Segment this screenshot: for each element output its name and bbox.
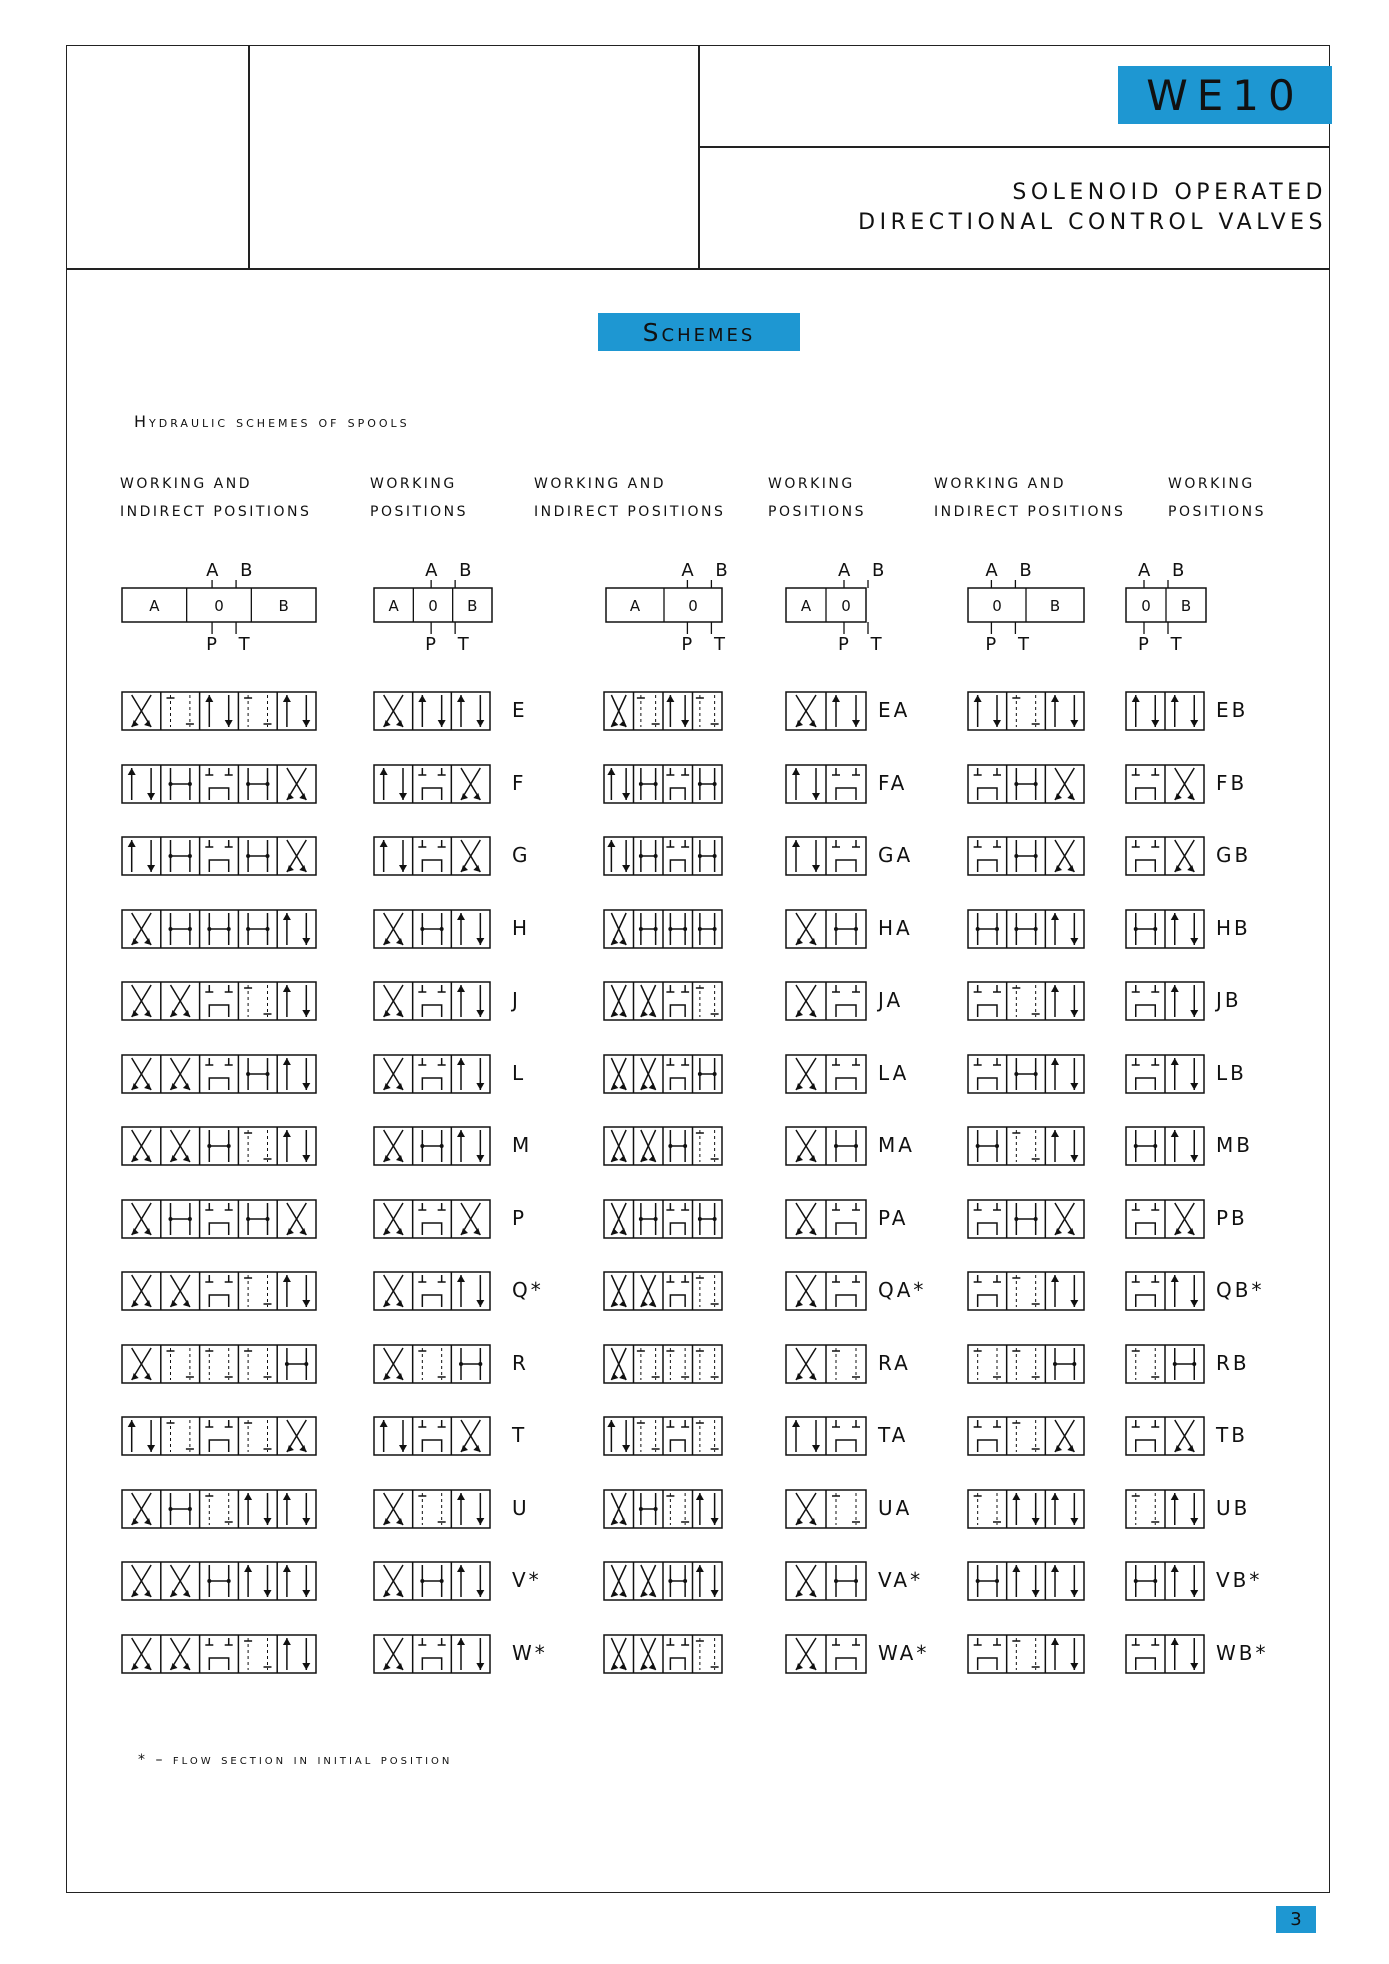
spool-type-label: FA	[878, 770, 908, 795]
valve-symbol-legend	[1120, 556, 1212, 656]
symbol-cell-label: B	[1180, 597, 1192, 615]
ports-bottom-label: P T	[1138, 634, 1190, 655]
spool-scheme-diagram	[782, 1552, 870, 1610]
spool-type-label: J	[512, 988, 521, 1012]
spool-scheme-diagram	[600, 1335, 726, 1393]
spool-type-label: GA	[878, 843, 914, 867]
spool-scheme-diagram	[118, 1190, 320, 1248]
spool-scheme-diagram	[370, 1335, 494, 1393]
spool-scheme-diagram	[370, 1480, 494, 1538]
spool-scheme-diagram	[964, 1045, 1088, 1103]
ports-top-label: A B	[681, 560, 736, 581]
symbol-cell-label: 0	[214, 597, 224, 615]
spool-type-label: JA	[878, 988, 904, 1012]
spool-type-label: RA	[878, 1350, 911, 1375]
spool-scheme-diagram	[1122, 972, 1208, 1030]
spool-scheme-diagram	[1122, 1262, 1208, 1320]
spool-scheme-diagram	[782, 1335, 870, 1393]
spool-type-label: UA	[878, 1495, 913, 1520]
spool-scheme-diagram	[118, 900, 320, 958]
spool-scheme-diagram	[782, 1625, 870, 1683]
column-heading-line-1: WORKING AND	[934, 476, 1067, 492]
spool-scheme-diagram	[782, 755, 870, 813]
spool-type-label: L	[512, 1060, 527, 1085]
spool-type-label: EB	[1216, 698, 1249, 722]
spool-scheme-diagram	[1122, 1480, 1208, 1538]
spool-scheme-diagram	[964, 682, 1088, 740]
spool-scheme-diagram	[370, 972, 494, 1030]
spool-scheme-diagram	[964, 1552, 1088, 1610]
spool-scheme-diagram	[964, 755, 1088, 813]
spool-scheme-diagram	[600, 900, 726, 958]
spool-type-label: RB	[1216, 1350, 1250, 1375]
header-column-divider-2	[698, 45, 700, 269]
ports-top-label: A B	[838, 560, 893, 581]
spool-type-label: QA*	[878, 1278, 927, 1302]
spool-type-label: T	[512, 1423, 528, 1447]
spool-scheme-diagram	[370, 827, 494, 885]
spool-scheme-diagram	[370, 1262, 494, 1320]
spool-type-label: LB	[1216, 1060, 1247, 1085]
column-heading-line-2: POSITIONS	[370, 504, 469, 520]
valve-symbol-legend	[780, 556, 893, 656]
spool-scheme-diagram	[600, 1045, 726, 1103]
spool-type-label: EA	[878, 698, 911, 722]
column-heading-line-2: INDIRECT POSITIONS	[120, 504, 312, 520]
column-heading	[370, 470, 468, 526]
spool-scheme-diagram	[370, 1045, 494, 1103]
spool-scheme-diagram	[964, 900, 1088, 958]
ports-bottom-label: P T	[206, 634, 258, 655]
spool-scheme-diagram	[118, 1625, 320, 1683]
column-heading-line-2: POSITIONS	[1168, 504, 1267, 520]
spool-type-label: P	[512, 1205, 528, 1230]
spool-type-label: FB	[1216, 770, 1248, 795]
column-heading-line-2: INDIRECT POSITIONS	[934, 504, 1126, 520]
ports-bottom-label: P T	[681, 634, 733, 655]
spool-type-label: QB*	[1216, 1278, 1265, 1302]
document-subtitle	[858, 178, 1327, 238]
spool-scheme-diagram	[370, 755, 494, 813]
spool-type-label: H	[512, 915, 531, 940]
spool-scheme-diagram	[782, 827, 870, 885]
valve-symbol-legend	[962, 556, 1090, 656]
spool-scheme-diagram	[1122, 827, 1208, 885]
spool-type-label: M	[512, 1133, 533, 1157]
spool-scheme-diagram	[118, 755, 320, 813]
spool-scheme-diagram	[600, 1480, 726, 1538]
symbol-cell-label: A	[149, 597, 160, 615]
spool-scheme-diagram	[600, 972, 726, 1030]
section-title: Schemes	[598, 313, 800, 351]
spool-type-label: JB	[1216, 988, 1242, 1012]
symbol-cell-label: A	[800, 597, 812, 615]
spool-scheme-diagram	[1122, 1552, 1208, 1610]
spool-scheme-diagram	[370, 1117, 494, 1175]
spool-scheme-diagram	[1122, 755, 1208, 813]
spool-scheme-diagram	[964, 1335, 1088, 1393]
schemes-heading: Hydraulic schemes of spools	[134, 412, 410, 431]
spool-scheme-diagram	[118, 972, 320, 1030]
ports-bottom-label: P T	[985, 634, 1037, 655]
spool-scheme-diagram	[1122, 1407, 1208, 1465]
spool-scheme-diagram	[1122, 1625, 1208, 1683]
spool-scheme-diagram	[1122, 1117, 1208, 1175]
symbol-cell-label: A	[388, 597, 399, 615]
column-heading-line-1: WORKING	[370, 476, 457, 492]
spool-type-label: U	[512, 1495, 530, 1520]
ports-bottom-label: P T	[838, 634, 890, 655]
ports-bottom-label: P T	[425, 634, 477, 655]
spool-scheme-diagram	[118, 1335, 320, 1393]
model-badge: WE10	[1118, 66, 1332, 124]
spool-type-label: G	[512, 843, 531, 867]
symbol-cell-label: B	[1049, 597, 1061, 615]
symbol-cell-label: B	[467, 597, 478, 615]
spool-scheme-diagram	[1122, 1045, 1208, 1103]
spool-scheme-diagram	[370, 1407, 494, 1465]
column-heading	[120, 470, 311, 526]
spool-scheme-diagram	[782, 682, 870, 740]
ports-top-label: A B	[985, 560, 1040, 581]
valve-symbol-legend	[116, 556, 322, 656]
symbol-cell-label: 0	[992, 597, 1002, 615]
spool-scheme-diagram	[370, 1625, 494, 1683]
spool-scheme-diagram	[964, 1625, 1088, 1683]
spool-scheme-diagram	[370, 900, 494, 958]
column-heading-line-1: WORKING	[1168, 476, 1255, 492]
symbol-cell-label: A	[629, 597, 641, 615]
spool-scheme-diagram	[782, 1117, 870, 1175]
spool-type-label: LA	[878, 1060, 910, 1085]
spool-type-label: PA	[878, 1205, 909, 1230]
symbol-cell-label: 0	[688, 597, 698, 615]
spool-type-label: W*	[512, 1640, 548, 1665]
spool-scheme-diagram	[370, 682, 494, 740]
spool-scheme-diagram	[600, 1117, 726, 1175]
spool-type-label: MB	[1216, 1133, 1253, 1157]
spool-type-label: R	[512, 1350, 529, 1375]
spool-type-label: UB	[1216, 1495, 1251, 1520]
spool-type-label: F	[512, 770, 527, 795]
spool-scheme-diagram	[118, 1262, 320, 1320]
spool-type-label: V*	[512, 1568, 542, 1592]
column-heading-line-1: WORKING AND	[534, 476, 667, 492]
spool-scheme-diagram	[1122, 900, 1208, 958]
spool-type-label: GB	[1216, 843, 1252, 867]
spool-type-label: MA	[878, 1133, 915, 1157]
spool-scheme-diagram	[118, 1407, 320, 1465]
spool-type-label: PB	[1216, 1205, 1248, 1230]
spool-type-label: TA	[878, 1423, 909, 1447]
spool-scheme-diagram	[782, 1262, 870, 1320]
spool-scheme-diagram	[118, 1117, 320, 1175]
spool-scheme-diagram	[118, 1045, 320, 1103]
spool-scheme-diagram	[600, 827, 726, 885]
spool-type-label: VB*	[1216, 1568, 1263, 1592]
spool-scheme-diagram	[600, 1552, 726, 1610]
symbol-cell-label: 0	[1141, 597, 1151, 615]
spool-scheme-diagram	[1122, 682, 1208, 740]
header-title-divider	[698, 146, 1330, 148]
column-heading-line-2: INDIRECT POSITIONS	[534, 504, 726, 520]
spool-scheme-diagram	[118, 1480, 320, 1538]
spool-scheme-diagram	[600, 1407, 726, 1465]
spool-type-label: VA*	[878, 1568, 924, 1592]
spool-scheme-diagram	[782, 972, 870, 1030]
subtitle-line-2: DIRECTIONAL CONTROL VALVES	[858, 210, 1327, 235]
column-heading-line-1: WORKING AND	[120, 476, 253, 492]
spool-scheme-diagram	[782, 1480, 870, 1538]
column-heading	[934, 470, 1125, 526]
spool-type-label: HA	[878, 915, 913, 940]
footnote: * – flow section in initial position	[138, 1752, 453, 1768]
spool-scheme-diagram	[1122, 1335, 1208, 1393]
symbol-cell-label: B	[278, 597, 289, 615]
spool-type-label: E	[512, 698, 528, 722]
ports-top-label: A B	[425, 560, 480, 581]
spool-scheme-diagram	[782, 1407, 870, 1465]
spool-scheme-diagram	[1122, 1190, 1208, 1248]
spool-scheme-diagram	[964, 1117, 1088, 1175]
spool-scheme-diagram	[964, 972, 1088, 1030]
spool-scheme-diagram	[964, 1190, 1088, 1248]
spool-scheme-diagram	[782, 1190, 870, 1248]
column-heading-line-1: WORKING	[768, 476, 855, 492]
column-heading	[534, 470, 725, 526]
spool-type-label: TB	[1216, 1423, 1248, 1447]
valve-symbol-legend	[600, 556, 736, 656]
spool-scheme-diagram	[600, 1625, 726, 1683]
spool-scheme-diagram	[964, 1262, 1088, 1320]
spool-scheme-diagram	[600, 1190, 726, 1248]
column-heading	[768, 470, 866, 526]
symbol-cell-label: 0	[428, 597, 438, 615]
spool-scheme-diagram	[118, 1552, 320, 1610]
spool-scheme-diagram	[118, 682, 320, 740]
spool-type-label: WB*	[1216, 1640, 1269, 1665]
ports-top-label: A B	[1138, 560, 1193, 581]
page-number: 3	[1276, 1906, 1316, 1933]
ports-top-label: A B	[206, 560, 261, 581]
valve-symbol-legend	[368, 556, 498, 656]
spool-scheme-diagram	[964, 1480, 1088, 1538]
spool-scheme-diagram	[600, 682, 726, 740]
subtitle-line-1: SOLENOID OPERATED	[1012, 180, 1327, 205]
spool-type-label: Q*	[512, 1278, 544, 1302]
spool-type-label: HB	[1216, 915, 1251, 940]
spool-scheme-diagram	[964, 827, 1088, 885]
column-heading	[1168, 470, 1266, 526]
spool-scheme-diagram	[118, 827, 320, 885]
spool-scheme-diagram	[782, 1045, 870, 1103]
spool-scheme-diagram	[370, 1552, 494, 1610]
spool-scheme-diagram	[782, 900, 870, 958]
column-heading-line-2: POSITIONS	[768, 504, 867, 520]
spool-type-label: WA*	[878, 1640, 930, 1665]
spool-scheme-diagram	[370, 1190, 494, 1248]
header-column-divider-1	[248, 45, 250, 269]
symbol-cell-label: 0	[841, 597, 851, 615]
spool-scheme-diagram	[964, 1407, 1088, 1465]
spool-scheme-diagram	[600, 755, 726, 813]
spool-scheme-diagram	[600, 1262, 726, 1320]
